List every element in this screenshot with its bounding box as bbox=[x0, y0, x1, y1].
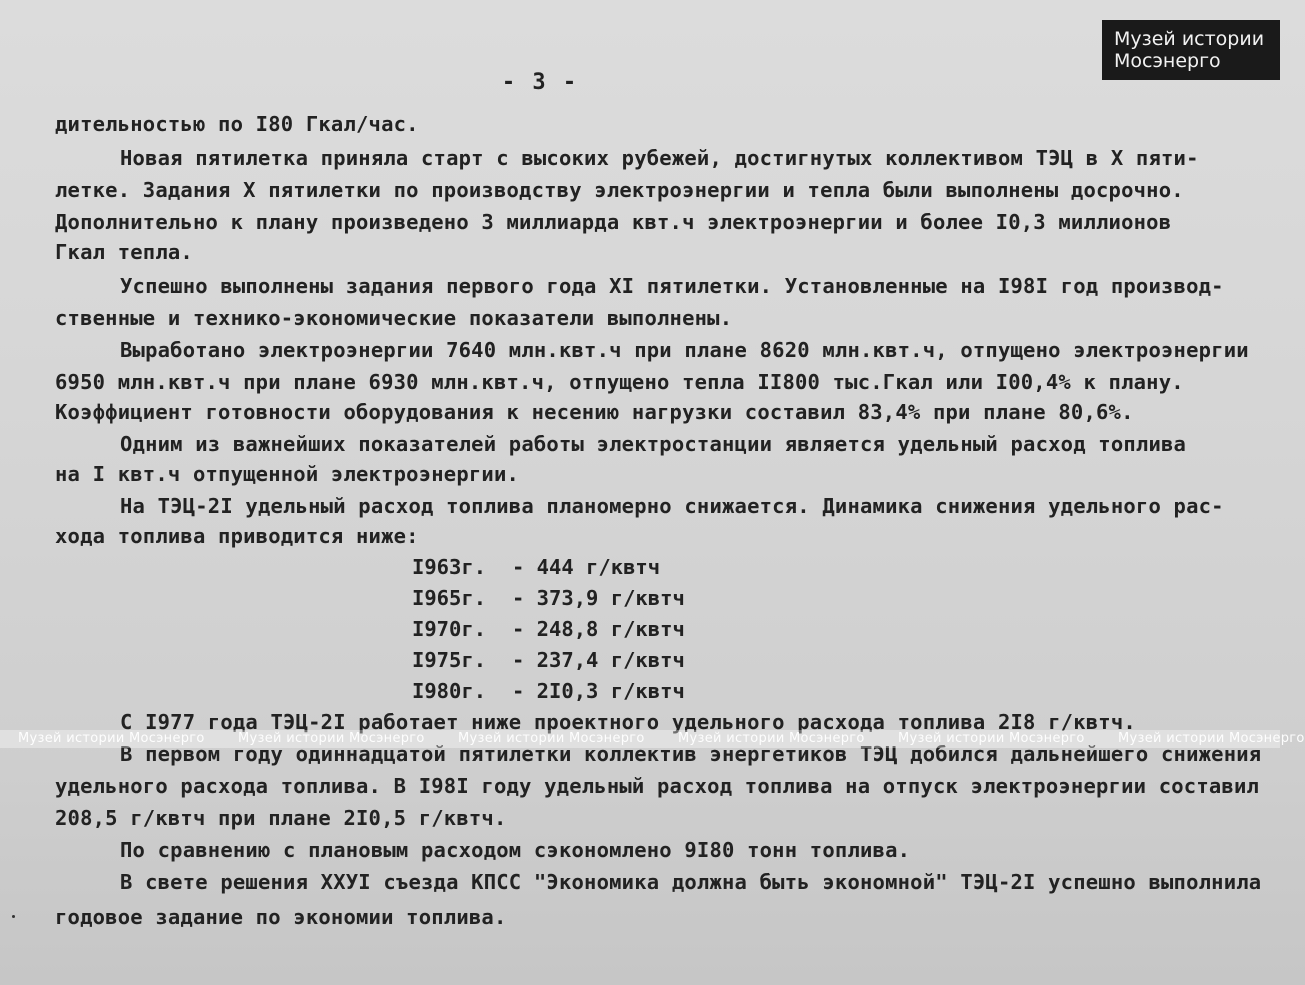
text-line: хода топлива приводится ниже: bbox=[55, 524, 419, 548]
fuel-year: I980г. bbox=[412, 679, 487, 703]
text-line: Дополнительно к плану произведено 3 миллиарда квт.ч электроэнергии и более I0,3 миллионов bbox=[55, 210, 1172, 234]
text-line: В первом году одиннадцатой пятилетки коллектив энергетиков ТЭЦ добился дальнейшего снижения bbox=[120, 742, 1262, 766]
paper-speck bbox=[12, 915, 15, 918]
text-line: На ТЭЦ-2I удельный расход топлива планомерно снижается. Динамика снижения удельного рас- bbox=[120, 494, 1224, 518]
fuel-year: I965г. bbox=[412, 586, 487, 610]
text-line: С I977 года ТЭЦ-2I работает ниже проектного удельного расхода топлива 2I8 г/квтч. bbox=[120, 710, 1136, 734]
fuel-table-row bbox=[412, 584, 685, 612]
text-line: годовое задание по экономии топлива. bbox=[55, 905, 507, 929]
text-line: По сравнению с плановым расходом сэкономлено 9I80 тонн топлива. bbox=[120, 838, 911, 862]
fuel-value: - 444 г/квтч bbox=[512, 555, 661, 579]
text-line: летке. Задания Х пятилетки по производству электроэнергии и тепла были выполнены досрочно. bbox=[55, 178, 1184, 202]
fuel-year: I970г. bbox=[412, 617, 487, 641]
fuel-table-row bbox=[412, 615, 685, 643]
text-line: ственные и технико-экономические показатели выполнены. bbox=[55, 306, 733, 330]
page-number: - 3 - bbox=[501, 70, 579, 95]
text-line: В свете решения ХХУI съезда КПСС "Экономика должна быть экономной" ТЭЦ-2I успешно выполнила bbox=[120, 870, 1262, 894]
fuel-table-row bbox=[412, 677, 685, 705]
watermark-text: Музей истории Мосэнерго bbox=[18, 731, 205, 746]
text-line: Коэффициент готовности оборудования к несению нагрузки составил 83,4% при плане 80,6%. bbox=[55, 400, 1134, 424]
logo-line-2: Мосэнерго bbox=[1114, 50, 1221, 72]
watermark-text: Музей истории Мосэнерго bbox=[898, 731, 1085, 746]
text-line: на I квт.ч отпущенной электроэнергии. bbox=[55, 462, 520, 486]
text-line: Одним из важнейших показателей работы электростанции является удельный расход топлива bbox=[120, 432, 1187, 456]
logo-line-1: Музей истории bbox=[1114, 28, 1265, 50]
text-line: 208,5 г/квтч при плане 2I0,5 г/квтч. bbox=[55, 806, 507, 830]
text-line: удельного расхода топлива. В I98I году удельный расход топлива на отпуск электроэнергии составил bbox=[55, 774, 1260, 798]
text-line: Выработано электроэнергии 7640 млн.квт.ч при плане 8620 млн.квт.ч, отпущено электроэнергии bbox=[120, 338, 1249, 362]
fuel-value: - 373,9 г/квтч bbox=[512, 586, 685, 610]
text-line: Успешно выполнены задания первого года ХI пятилетки. Установленные на I98I год производ- bbox=[120, 274, 1224, 298]
text-line: Новая пятилетка приняла старт с высоких рубежей, достигнутых коллективом ТЭЦ в Х пяти- bbox=[120, 146, 1199, 170]
text-line: дительностью по I80 Гкал/час. bbox=[55, 112, 419, 136]
fuel-value: - 248,8 г/квтч bbox=[512, 617, 685, 641]
fuel-value: - 2I0,3 г/квтч bbox=[512, 679, 685, 703]
fuel-value: - 237,4 г/квтч bbox=[512, 648, 685, 672]
fuel-year: I975г. bbox=[412, 648, 487, 672]
watermark-text: Музей истории Мосэнерго bbox=[678, 731, 865, 746]
fuel-table-row bbox=[412, 646, 685, 674]
museum-logo bbox=[1102, 20, 1280, 80]
text-line: Гкал тепла. bbox=[55, 240, 193, 264]
text-line: 6950 млн.квт.ч при плане 6930 млн.квт.ч, отпущено тепла II800 тыс.Гкал или I00,4% к плану. bbox=[55, 370, 1184, 394]
watermark-text: Музей истории Мосэнерго bbox=[458, 731, 645, 746]
watermark-text: Музей истории Мосэнерго bbox=[238, 731, 425, 746]
watermark-text: Музей истории Мосэнерго bbox=[1118, 731, 1305, 746]
fuel-year: I963г. bbox=[412, 555, 487, 579]
fuel-table-row bbox=[412, 553, 660, 581]
